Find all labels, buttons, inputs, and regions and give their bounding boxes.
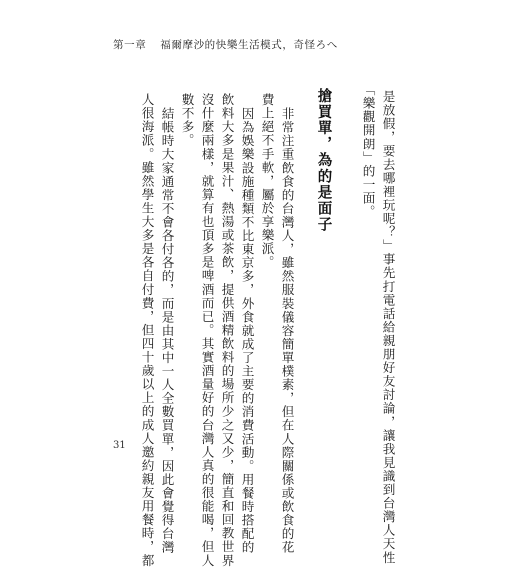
section-heading: 搶買單，為的是面子 [315, 88, 332, 233]
text-column-9: 結帳時大家通常不會各付各的，而是由其中一人全數買單，因此會覺得台灣 [159, 107, 175, 555]
chapter-title: 福爾摩沙的快樂生活模式，奇怪ろへ [160, 39, 338, 51]
text-column-7: 沒什麼兩樣，就算有也頂多是啤酒而已。其實酒量好的台灣人真的很能喝，但人 [199, 93, 215, 567]
text-column-4: 費上絕不手軟，屬於享樂派。 [259, 93, 275, 270]
text-column-3: 非常注重飲食的台灣人，雖然服裝儀容簡單樸素，但在人際關係或飲食的花 [279, 107, 295, 555]
chapter-label: 第一章 [113, 39, 147, 51]
page-number: 31 [113, 440, 126, 451]
text-column-10: 人很海派。雖然學生大多是各自付費，但四十歲以上的成人邀約親友用餐時，都 [139, 93, 155, 567]
text-column-1: 是放假，要去哪裡玩呢？」事先打電話給親朋好友討論，讓我見識到台灣人天性 [380, 90, 396, 565]
text-column-6: 飲料大多是果汁、熱湯或茶飲，提供酒精飲料的場所少之又少，簡直和回教世界 [219, 93, 235, 567]
text-column-5: 因為娛樂設施種類不比東京多，外食就成了主要的消費活動。用餐時搭配的 [239, 107, 255, 555]
text-column-8: 數不多。 [179, 93, 195, 148]
text-column-2: 「樂觀開朗」的一面。 [360, 83, 376, 219]
running-header [113, 37, 338, 52]
